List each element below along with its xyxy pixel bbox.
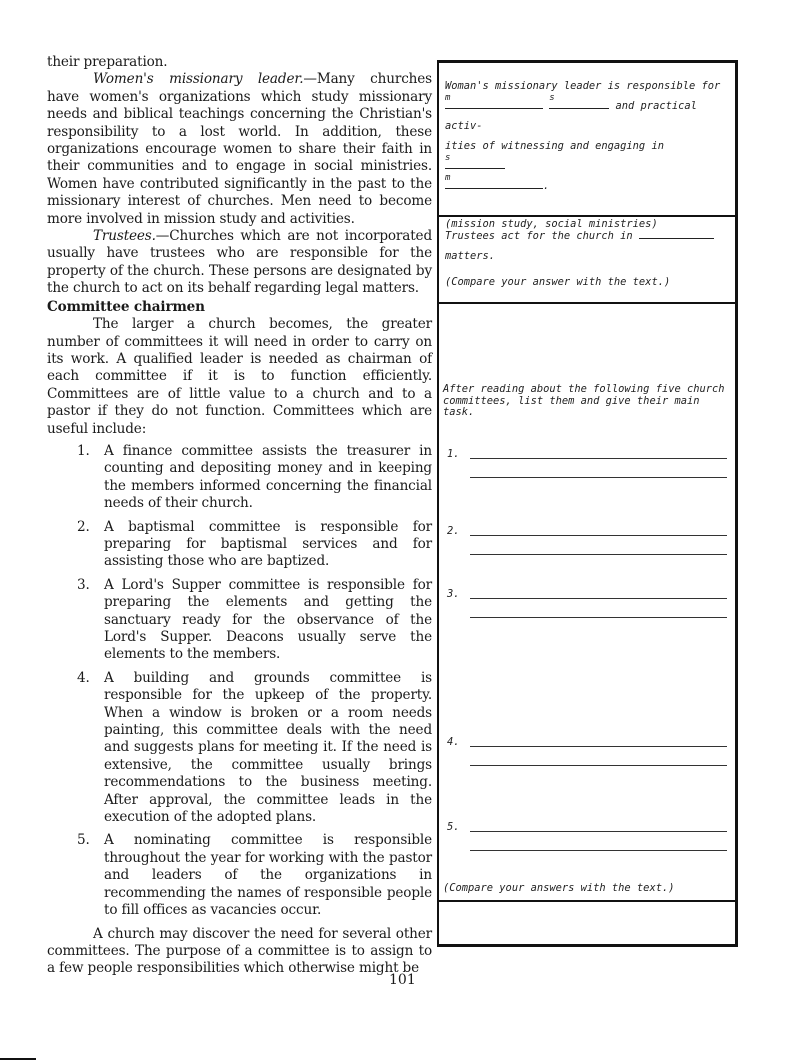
exercise-text: Trustees act for the church in bbox=[445, 230, 633, 242]
womens-leader-text: —Many churches have women's organizations which study missionary needs and biblical teachings concerning the Christian's responsibility to a lost world. In addition, these organizations encourage women to share their faith in their communities and to engage in social ministries. Women have contributed significantly in the past to the missionary interest of churches. Men need to become more involved in mission study and activities. bbox=[47, 71, 432, 227]
section-heading: Committee chairmen bbox=[47, 298, 205, 315]
blank-hint: s bbox=[549, 93, 555, 103]
paragraph-intro: The larger a church becomes, the greater number of committees it will need in order to carry on its work. A qualified leader is needed as chairman of each committee if it is to function efficiently. Committees are of little value to a church and to a pastor if they do not function. Committees which are useful include: bbox=[47, 316, 432, 437]
answer-line[interactable] bbox=[470, 477, 727, 478]
answer-line[interactable] bbox=[470, 617, 727, 618]
paragraph-womens-leader bbox=[47, 71, 432, 228]
answer-number: 2. bbox=[447, 525, 460, 537]
item-text: A Lord's Supper committee is responsible for preparing the elements and getting the sanctuary ready for the observance of the Lord's Supper. Deacons usually serve the elements to the members. bbox=[104, 576, 432, 663]
item-number: 4. bbox=[77, 669, 90, 686]
item-text: A building and grounds committee is responsible for the upkeep of the property. When a window is broken or a room needs painting, this committee deals with the need and suggests plans for meeting it. If the need is extensive, the committee usually brings recommendations to the business meeting. After approval, the committee leads in the execution of the adopted plans. bbox=[104, 669, 432, 826]
committees-exercise-box bbox=[437, 302, 738, 902]
exercise-text: and practical activ- bbox=[445, 100, 697, 132]
trustees-text: —Churches which are not incorporated usually have trustees who are responsible for the property of the church. These persons are designated by the church to act on its behalf regarding legal matters. bbox=[47, 228, 432, 297]
scan-edge-mark bbox=[0, 1058, 36, 1060]
fill-blank[interactable] bbox=[639, 226, 714, 239]
fill-blank-m2[interactable] bbox=[445, 173, 543, 189]
answer-line[interactable] bbox=[470, 535, 727, 536]
exercise-line bbox=[445, 226, 729, 246]
exercise-text: ities of witnessing and engaging in bbox=[445, 140, 664, 152]
blank-hint: m bbox=[445, 93, 451, 103]
answer-number: 3. bbox=[447, 588, 460, 600]
answer-line[interactable] bbox=[470, 831, 727, 832]
womens-leader-label: Women's missionary leader. bbox=[93, 71, 304, 88]
answer-number: 4. bbox=[447, 736, 460, 748]
paragraph-closing: A church may discover the need for several other committees. The purpose of a committee is to assign to a few people responsibilities which otherwise might be bbox=[47, 925, 432, 977]
answer-line[interactable] bbox=[470, 850, 727, 851]
exercise-line: Woman's missionary leader is responsible for bbox=[445, 80, 721, 92]
item-text: A finance committee assists the treasurer in counting and depositing money and in keeping the members informed concerning the financial needs of their church. bbox=[104, 442, 432, 512]
page-number: 101 bbox=[389, 972, 416, 988]
item-number: 5. bbox=[77, 832, 90, 849]
exercise-instruction: After reading about the following five church committees, list them and give their main task. bbox=[443, 383, 725, 418]
blank-hint: m bbox=[445, 173, 451, 183]
empty-box bbox=[437, 900, 738, 947]
fill-blank-s[interactable] bbox=[549, 93, 609, 109]
fill-blank-s2[interactable] bbox=[445, 153, 505, 169]
committee-item bbox=[47, 519, 432, 571]
blank-hint: s bbox=[445, 153, 451, 163]
answer-line[interactable] bbox=[470, 554, 727, 555]
committee-list bbox=[47, 443, 432, 920]
answer-key: (mission study, social ministries) bbox=[445, 218, 658, 230]
answer-line[interactable] bbox=[470, 458, 727, 459]
exercise-line bbox=[445, 93, 729, 136]
fill-blank-m[interactable] bbox=[445, 93, 543, 109]
answer-line[interactable] bbox=[470, 765, 727, 766]
answer-line[interactable] bbox=[470, 746, 727, 747]
item-number: 1. bbox=[77, 442, 90, 459]
answer-line[interactable] bbox=[470, 598, 727, 599]
item-number: 3. bbox=[77, 576, 90, 593]
trustees-label: Trustees. bbox=[93, 228, 156, 245]
item-number: 2. bbox=[77, 518, 90, 535]
compare-hint: (Compare your answer with the text.) bbox=[445, 276, 671, 288]
answer-number: 5. bbox=[447, 821, 460, 833]
exercise-line bbox=[445, 173, 729, 196]
trustees-exercise-box bbox=[437, 215, 738, 304]
womens-leader-exercise-box bbox=[437, 60, 738, 230]
answer-number: 1. bbox=[447, 448, 460, 460]
exercise-text: . bbox=[543, 180, 550, 192]
paragraph-trustees bbox=[47, 228, 432, 298]
item-text: A baptismal committee is responsible for preparing for baptismal services and for assisting those who are baptized. bbox=[104, 518, 432, 570]
paragraph-preparation: their preparation. bbox=[47, 54, 168, 70]
compare-hint: (Compare your answers with the text.) bbox=[443, 882, 675, 894]
exercise-line bbox=[445, 136, 729, 176]
exercise-line: matters. bbox=[445, 250, 496, 262]
committee-item bbox=[47, 577, 432, 664]
left-column bbox=[47, 54, 432, 978]
committee-item bbox=[47, 443, 432, 513]
committee-item bbox=[47, 670, 432, 827]
committee-item bbox=[47, 832, 432, 919]
item-text: A nominating committee is responsible throughout the year for working with the pastor and leaders of the organizations in recommending the names of responsible people to fill offices as vacancies occur. bbox=[104, 832, 432, 919]
